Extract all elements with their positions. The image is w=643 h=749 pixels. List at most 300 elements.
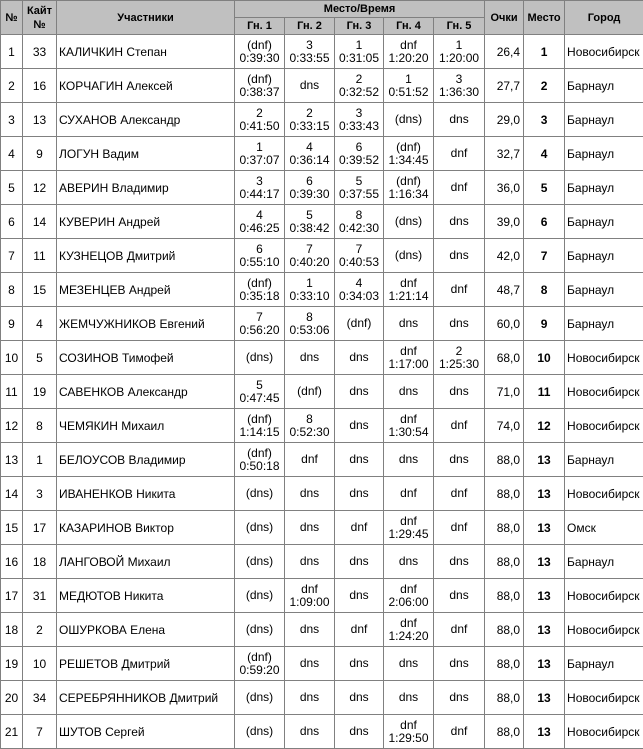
- race-result-4: [384, 477, 434, 511]
- header-race-3: Гн. 3: [335, 18, 384, 35]
- header-row-top: [1, 1, 643, 18]
- race-result-1: [235, 273, 285, 307]
- row-num: 17: [1, 579, 23, 613]
- race-place: (dnf): [396, 139, 421, 154]
- race-result-3: [335, 579, 384, 613]
- table-row: [1, 69, 643, 103]
- race-result-3: [335, 443, 384, 477]
- race-result-1: [235, 103, 285, 137]
- city: Барнаул: [565, 205, 643, 239]
- kite-number: 19: [23, 375, 57, 409]
- final-place: 13: [524, 647, 565, 681]
- city: Барнаул: [565, 273, 643, 307]
- race-time: 0:44:17: [239, 186, 280, 201]
- points: 88,0: [485, 681, 524, 715]
- race-time: 0:34:03: [338, 288, 380, 303]
- race-result-5: [434, 681, 485, 715]
- kite-number: 3: [23, 477, 57, 511]
- race-result-2: [285, 341, 335, 375]
- row-num: 12: [1, 409, 23, 443]
- participant-name: ЛАНГОВОЙ Михаил: [57, 545, 235, 579]
- race-result-2: [285, 205, 335, 239]
- race-time: 0:33:15: [289, 118, 330, 133]
- race-result-1: [235, 545, 285, 579]
- city: Новосибирск: [565, 341, 643, 375]
- race-place: (dns): [394, 214, 423, 228]
- race-place: dnf: [450, 282, 468, 296]
- race-place: dns: [299, 724, 320, 738]
- race-place: (dns): [394, 112, 423, 126]
- race-place: 3: [306, 37, 313, 52]
- race-result-3: [335, 171, 384, 205]
- results-body: [1, 35, 643, 749]
- race-result-2: [285, 307, 335, 341]
- race-result-4: [384, 137, 434, 171]
- race-result-2: [285, 239, 335, 273]
- race-time: 0:51:52: [388, 84, 429, 99]
- race-place: dns: [299, 554, 320, 568]
- city: Барнаул: [565, 545, 643, 579]
- row-num: 4: [1, 137, 23, 171]
- race-place: dns: [299, 520, 320, 534]
- race-result-4: [384, 511, 434, 545]
- race-place: 1: [256, 139, 263, 154]
- race-place: dns: [349, 418, 369, 432]
- race-place: dns: [449, 248, 469, 262]
- table-row: [1, 103, 643, 137]
- race-place: dnf: [400, 513, 417, 528]
- race-result-1: [235, 69, 285, 103]
- race-result-4: [384, 647, 434, 681]
- race-result-1: [235, 35, 285, 69]
- kite-number: 33: [23, 35, 57, 69]
- kite-number: 12: [23, 171, 57, 205]
- race-place: dnf: [450, 622, 468, 636]
- race-result-1: [235, 477, 285, 511]
- race-place: 1: [306, 275, 313, 290]
- race-result-1: [235, 715, 285, 749]
- race-result-3: [335, 715, 384, 749]
- race-result-1: [235, 511, 285, 545]
- race-place: dnf: [450, 724, 468, 738]
- race-result-3: [335, 375, 384, 409]
- points: 29,0: [485, 103, 524, 137]
- points: 42,0: [485, 239, 524, 273]
- participant-name: СЕРЕБРЯННИКОВ Дмитрий: [57, 681, 235, 715]
- city: Новосибирск: [565, 613, 643, 647]
- race-place: dns: [398, 384, 419, 398]
- race-result-1: [235, 307, 285, 341]
- points: 88,0: [485, 545, 524, 579]
- race-place: (dnf): [396, 173, 421, 188]
- race-result-2: [285, 511, 335, 545]
- race-place: dns: [449, 384, 469, 398]
- points: 88,0: [485, 715, 524, 749]
- kite-number: 1: [23, 443, 57, 477]
- kite-number: 2: [23, 613, 57, 647]
- row-num: 7: [1, 239, 23, 273]
- race-place: 4: [306, 139, 313, 154]
- race-result-4: [384, 341, 434, 375]
- row-num: 1: [1, 35, 23, 69]
- race-place: (dnf): [247, 649, 272, 664]
- city: Барнаул: [565, 443, 643, 477]
- race-result-5: [434, 35, 485, 69]
- final-place: 13: [524, 681, 565, 715]
- race-place: dns: [299, 622, 320, 636]
- race-result-5: [434, 511, 485, 545]
- race-time: 0:39:30: [289, 186, 330, 201]
- race-result-2: [285, 613, 335, 647]
- race-place: 2: [455, 343, 463, 358]
- points: 88,0: [485, 477, 524, 511]
- header-race-5: Гн. 5: [434, 18, 485, 35]
- race-place: 8: [306, 411, 313, 426]
- table-row: [1, 341, 643, 375]
- points: 71,0: [485, 375, 524, 409]
- race-time: 0:47:45: [239, 390, 280, 405]
- race-time: 0:39:52: [338, 152, 380, 167]
- race-place: dns: [398, 452, 419, 466]
- race-result-2: [285, 579, 335, 613]
- race-result-1: [235, 341, 285, 375]
- race-result-3: [335, 103, 384, 137]
- race-result-5: [434, 715, 485, 749]
- race-place: 8: [306, 309, 313, 324]
- race-place: 7: [355, 241, 363, 256]
- race-result-3: [335, 69, 384, 103]
- points: 60,0: [485, 307, 524, 341]
- race-place: dnf: [450, 180, 468, 194]
- race-place: dns: [349, 384, 369, 398]
- participant-name: КУЗНЕЦОВ Дмитрий: [57, 239, 235, 273]
- points: 26,4: [485, 35, 524, 69]
- race-place: dnf: [400, 343, 417, 358]
- points: 88,0: [485, 647, 524, 681]
- race-place: (dnf): [247, 37, 272, 52]
- race-time: 1:30:54: [388, 424, 429, 439]
- participant-name: КАЗАРИНОВ Виктор: [57, 511, 235, 545]
- race-place: 5: [355, 173, 363, 188]
- row-num: 3: [1, 103, 23, 137]
- kite-number: 8: [23, 409, 57, 443]
- race-place: (dns): [245, 724, 274, 738]
- header-place: Место: [524, 1, 565, 35]
- race-time: 0:31:05: [338, 50, 380, 65]
- race-place: (dnf): [346, 316, 372, 330]
- final-place: 12: [524, 409, 565, 443]
- table-row: [1, 715, 643, 749]
- race-place: dns: [349, 350, 369, 364]
- race-result-4: [384, 307, 434, 341]
- race-place: dns: [299, 690, 320, 704]
- race-place: dnf: [400, 615, 417, 630]
- race-result-3: [335, 239, 384, 273]
- race-place: dns: [349, 690, 369, 704]
- race-time: 0:35:18: [239, 288, 280, 303]
- kite-number: 11: [23, 239, 57, 273]
- table-row: [1, 273, 643, 307]
- kite-number: 13: [23, 103, 57, 137]
- race-place: dns: [449, 588, 469, 602]
- race-result-5: [434, 171, 485, 205]
- race-place: dnf: [400, 717, 417, 732]
- final-place: 8: [524, 273, 565, 307]
- race-result-2: [285, 375, 335, 409]
- header-city: Город: [565, 1, 643, 35]
- race-place: dns: [398, 554, 419, 568]
- race-time: 0:59:20: [239, 662, 280, 677]
- race-time: 0:39:30: [239, 50, 280, 65]
- race-result-3: [335, 307, 384, 341]
- points: 74,0: [485, 409, 524, 443]
- race-result-3: [335, 681, 384, 715]
- participant-name: СУХАНОВ Александр: [57, 103, 235, 137]
- row-num: 11: [1, 375, 23, 409]
- race-place: dns: [449, 112, 469, 126]
- race-place: dns: [398, 690, 419, 704]
- race-place: dns: [449, 316, 469, 330]
- table-row: [1, 579, 643, 613]
- race-place: dnf: [400, 275, 417, 290]
- city: Новосибирск: [565, 477, 643, 511]
- city: Новосибирск: [565, 681, 643, 715]
- race-place: 1: [405, 71, 412, 86]
- header-race-2: Гн. 2: [285, 18, 335, 35]
- participant-name: САВЕНКОВ Александр: [57, 375, 235, 409]
- race-place: 3: [455, 71, 463, 86]
- race-time: 1:20:20: [388, 50, 429, 65]
- race-place: 3: [355, 105, 363, 120]
- race-result-2: [285, 35, 335, 69]
- race-result-2: [285, 69, 335, 103]
- race-time: 0:37:55: [338, 186, 380, 201]
- race-result-3: [335, 477, 384, 511]
- race-place: (dnf): [247, 445, 272, 460]
- participant-name: КАЛИЧКИН Степан: [57, 35, 235, 69]
- points: 39,0: [485, 205, 524, 239]
- points: 68,0: [485, 341, 524, 375]
- race-result-1: [235, 647, 285, 681]
- race-place: 5: [306, 207, 313, 222]
- race-place: 6: [256, 241, 263, 256]
- race-time: 0:52:30: [289, 424, 330, 439]
- race-result-4: [384, 545, 434, 579]
- race-result-1: [235, 409, 285, 443]
- race-time: 0:36:14: [289, 152, 330, 167]
- race-place: dnf: [450, 146, 468, 160]
- row-num: 15: [1, 511, 23, 545]
- points: 88,0: [485, 613, 524, 647]
- race-time: 1:29:50: [388, 730, 429, 745]
- row-num: 10: [1, 341, 23, 375]
- race-time: 0:33:43: [338, 118, 380, 133]
- kite-number: 14: [23, 205, 57, 239]
- race-place: 7: [306, 241, 313, 256]
- race-time: 2:06:00: [388, 594, 429, 609]
- kite-number: 4: [23, 307, 57, 341]
- race-result-5: [434, 579, 485, 613]
- race-place: dnf: [450, 486, 468, 500]
- table-row: [1, 205, 643, 239]
- race-result-4: [384, 103, 434, 137]
- race-place: 4: [355, 275, 363, 290]
- race-result-5: [434, 205, 485, 239]
- table-row: [1, 511, 643, 545]
- race-time: 1:14:15: [239, 424, 280, 439]
- race-result-3: [335, 35, 384, 69]
- points: 48,7: [485, 273, 524, 307]
- final-place: 13: [524, 511, 565, 545]
- city: Барнаул: [565, 69, 643, 103]
- final-place: 11: [524, 375, 565, 409]
- race-result-1: [235, 443, 285, 477]
- points: 32,7: [485, 137, 524, 171]
- race-result-4: [384, 409, 434, 443]
- race-time: 1:24:20: [388, 628, 429, 643]
- race-place: dns: [349, 656, 369, 670]
- race-result-5: [434, 307, 485, 341]
- race-time: 0:33:10: [289, 288, 330, 303]
- race-place: (dns): [394, 248, 423, 262]
- points: 36,0: [485, 171, 524, 205]
- kite-number: 34: [23, 681, 57, 715]
- race-result-5: [434, 443, 485, 477]
- race-time: 1:17:00: [388, 356, 429, 371]
- race-result-2: [285, 477, 335, 511]
- final-place: 4: [524, 137, 565, 171]
- row-num: 14: [1, 477, 23, 511]
- race-time: 0:46:25: [239, 220, 280, 235]
- final-place: 2: [524, 69, 565, 103]
- race-result-1: [235, 579, 285, 613]
- race-place: 6: [355, 139, 363, 154]
- row-num: 6: [1, 205, 23, 239]
- race-result-1: [235, 375, 285, 409]
- race-place: dns: [349, 554, 369, 568]
- final-place: 13: [524, 613, 565, 647]
- race-result-4: [384, 205, 434, 239]
- race-place: dns: [449, 690, 469, 704]
- race-result-3: [335, 511, 384, 545]
- city: Омск: [565, 511, 643, 545]
- final-place: 10: [524, 341, 565, 375]
- race-place: 3: [256, 173, 263, 188]
- row-num: 19: [1, 647, 23, 681]
- race-result-5: [434, 137, 485, 171]
- race-place: 2: [256, 105, 263, 120]
- race-place: (dns): [245, 622, 274, 636]
- kite-number: 15: [23, 273, 57, 307]
- race-time: 0:37:07: [239, 152, 280, 167]
- participant-name: ЛОГУН Вадим: [57, 137, 235, 171]
- row-num: 9: [1, 307, 23, 341]
- race-time: 0:38:37: [239, 84, 280, 99]
- race-result-3: [335, 409, 384, 443]
- race-time: 0:33:55: [289, 50, 330, 65]
- race-place: (dnf): [247, 275, 272, 290]
- final-place: 13: [524, 443, 565, 477]
- race-place: (dns): [245, 350, 274, 364]
- table-row: [1, 171, 643, 205]
- race-place: dnf: [450, 418, 468, 432]
- race-result-3: [335, 647, 384, 681]
- city: Новосибирск: [565, 409, 643, 443]
- race-result-4: [384, 715, 434, 749]
- race-place: dnf: [450, 520, 468, 534]
- kite-number: 18: [23, 545, 57, 579]
- final-place: 6: [524, 205, 565, 239]
- participant-name: ИВАНЕНКОВ Никита: [57, 477, 235, 511]
- city: Новосибирск: [565, 375, 643, 409]
- race-result-5: [434, 375, 485, 409]
- city: Барнаул: [565, 647, 643, 681]
- race-result-2: [285, 137, 335, 171]
- race-result-5: [434, 341, 485, 375]
- participant-name: МЕДЮТОВ Никита: [57, 579, 235, 613]
- race-result-4: [384, 443, 434, 477]
- race-place: 7: [256, 309, 263, 324]
- race-result-3: [335, 545, 384, 579]
- race-result-3: [335, 273, 384, 307]
- race-place: dnf: [350, 520, 368, 534]
- final-place: 13: [524, 545, 565, 579]
- race-place: 5: [256, 377, 263, 392]
- race-result-5: [434, 613, 485, 647]
- race-result-4: [384, 273, 434, 307]
- participant-name: БЕЛОУСОВ Владимир: [57, 443, 235, 477]
- race-time: 0:50:18: [239, 458, 280, 473]
- race-time: 0:38:42: [289, 220, 330, 235]
- header-participants: Участники: [57, 1, 235, 35]
- race-result-2: [285, 103, 335, 137]
- race-place: dns: [398, 316, 419, 330]
- race-place: dns: [449, 214, 469, 228]
- kite-number: 9: [23, 137, 57, 171]
- row-num: 5: [1, 171, 23, 205]
- race-place: (dnf): [247, 411, 272, 426]
- race-place: 8: [355, 207, 363, 222]
- final-place: 13: [524, 715, 565, 749]
- table-row: [1, 137, 643, 171]
- race-result-5: [434, 647, 485, 681]
- race-place: dns: [299, 486, 320, 500]
- race-time: 0:55:10: [239, 254, 280, 269]
- race-place: 6: [306, 173, 313, 188]
- final-place: 9: [524, 307, 565, 341]
- race-time: 1:36:30: [439, 84, 480, 99]
- race-place: dns: [299, 78, 320, 92]
- race-result-2: [285, 273, 335, 307]
- row-num: 21: [1, 715, 23, 749]
- city: Новосибирск: [565, 715, 643, 749]
- final-place: 5: [524, 171, 565, 205]
- race-result-3: [335, 613, 384, 647]
- race-place: 4: [256, 207, 263, 222]
- city: Новосибирск: [565, 35, 643, 69]
- race-time: 0:42:30: [338, 220, 380, 235]
- race-place: dns: [299, 350, 320, 364]
- race-place: dnf: [400, 486, 417, 500]
- kite-number: 31: [23, 579, 57, 613]
- race-place: dnf: [350, 622, 368, 636]
- race-result-2: [285, 715, 335, 749]
- table-row: [1, 477, 643, 511]
- kite-number: 5: [23, 341, 57, 375]
- race-result-1: [235, 613, 285, 647]
- city: Барнаул: [565, 307, 643, 341]
- city: Барнаул: [565, 171, 643, 205]
